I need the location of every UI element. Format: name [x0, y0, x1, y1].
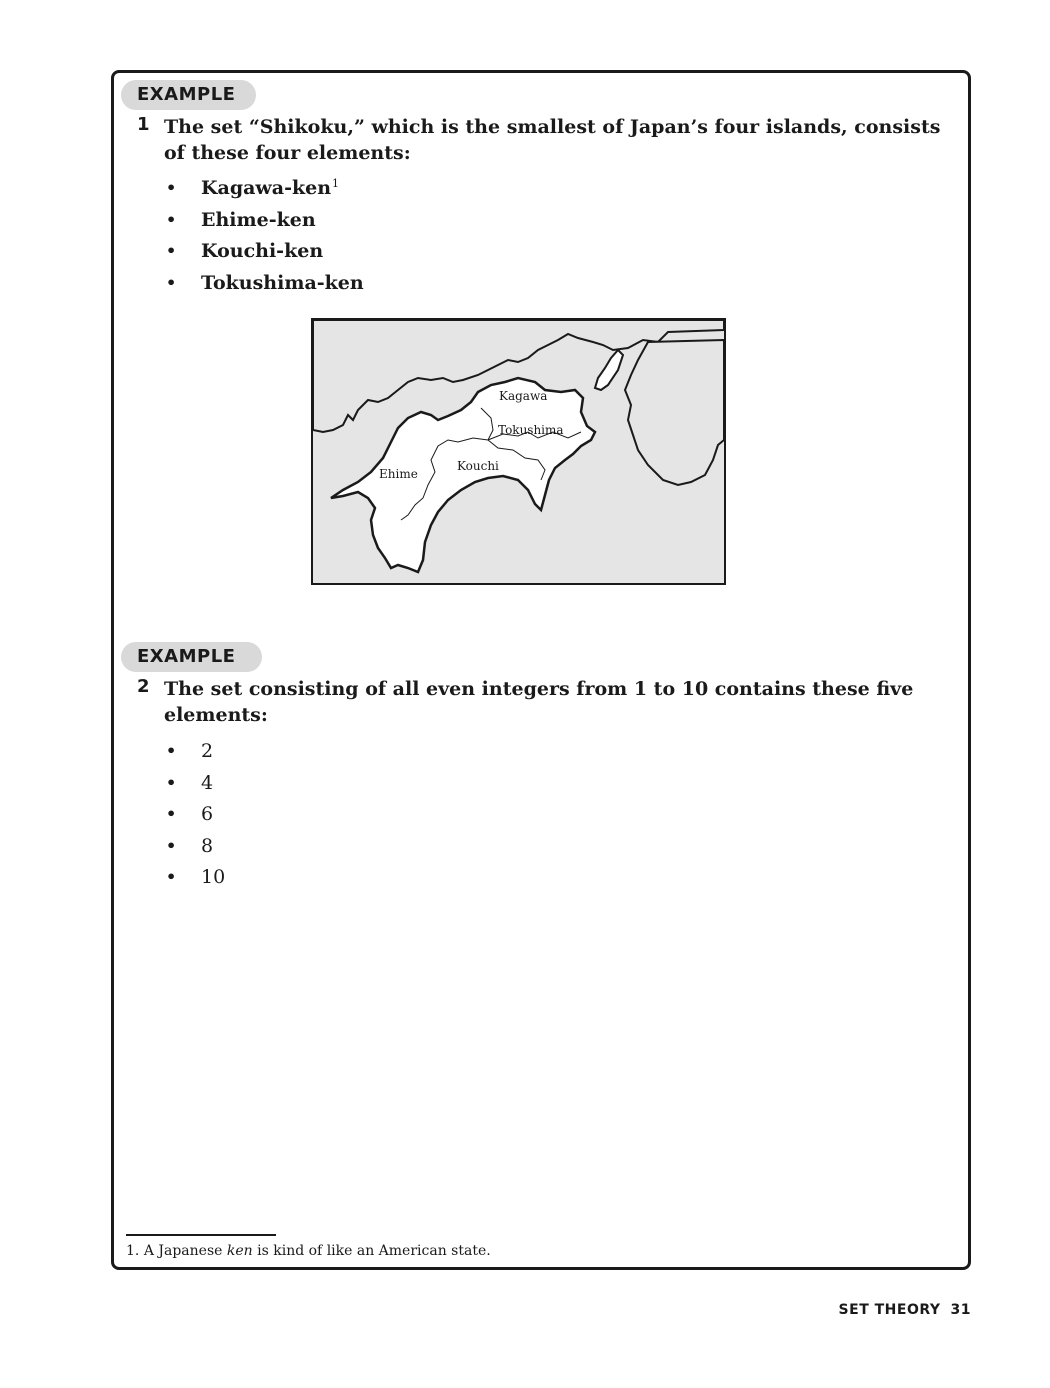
item-text: 10: [201, 866, 226, 888]
list-item: [164, 174, 364, 206]
list-item: [164, 863, 225, 895]
section-title: SET THEORY: [838, 1302, 941, 1318]
bullet-icon: •: [166, 178, 177, 197]
list-item: [164, 206, 364, 238]
footnote-rule: [126, 1234, 276, 1236]
awaji-island: [595, 350, 623, 390]
shikoku-map: [311, 318, 726, 585]
item-text: Tokushima-ken: [201, 271, 364, 294]
footnote-term: ken: [226, 1243, 253, 1259]
bullet-icon: •: [166, 241, 177, 260]
item-text: Kouchi-ken: [201, 240, 324, 262]
list-item: [164, 769, 225, 801]
shikoku-elements-list: [164, 174, 364, 300]
even-integers-list: [164, 737, 225, 895]
item-text: 6: [201, 803, 214, 825]
footnote: [126, 1243, 491, 1259]
map-label-kagawa: Kagawa: [499, 389, 548, 403]
map-label-kouchi: Kouchi: [457, 459, 499, 473]
footnote-pre: A Japanese: [143, 1243, 223, 1259]
bullet-icon: •: [166, 741, 177, 760]
bullet-icon: •: [166, 209, 177, 229]
example-1-intro: The set “Shikoku,” which is the smallest of Japan’s four islands, consists of these four elements:: [164, 116, 941, 164]
footnote-post: is kind of like an American state.: [257, 1243, 491, 1259]
list-item: [164, 737, 225, 769]
item-text: 2: [201, 740, 214, 762]
example-2-intro: The set consisting of all even integers from 1 to 10 contains these five elements:: [164, 678, 914, 726]
bullet-icon: •: [166, 804, 177, 823]
item-text: Kagawa-ken: [201, 177, 332, 199]
list-item: [164, 269, 364, 301]
footnote-number: 1.: [126, 1243, 140, 1259]
map-label-tokushima: Tokushima: [498, 423, 564, 437]
kii-peninsula: [625, 340, 724, 485]
list-item: [164, 800, 225, 832]
bullet-icon: •: [166, 835, 177, 855]
item-text: Ehime-ken: [201, 208, 316, 231]
item-text: 4: [201, 771, 214, 794]
bullet-icon: •: [166, 867, 177, 886]
list-item: [164, 832, 225, 864]
item-text: 8: [201, 834, 214, 857]
footnote-marker: 1: [332, 177, 340, 190]
running-footer: [839, 1302, 971, 1318]
bullet-icon: •: [166, 272, 177, 292]
shikoku-map-svg: [313, 320, 724, 583]
example-2-tag: EXAMPLE 2: [121, 642, 262, 672]
list-item: [164, 237, 364, 269]
shikoku-island: [331, 378, 595, 572]
page-number: 31: [950, 1302, 971, 1318]
map-label-ehime: Ehime: [379, 467, 418, 481]
bullet-icon: •: [166, 772, 177, 792]
example-1-tag: EXAMPLE 1: [121, 80, 256, 110]
